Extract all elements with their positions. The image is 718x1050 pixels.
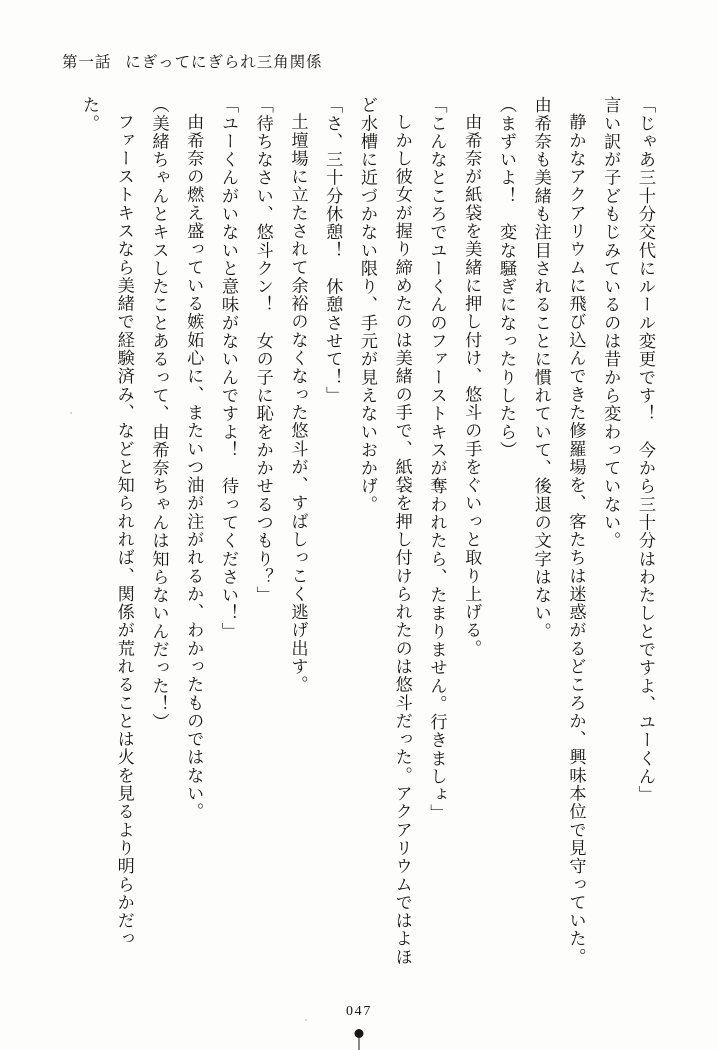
running-head [62,50,322,72]
paragraph: 「じゃあ三十分交代にルール変更です！ 今から三十分はわたしとですよ、ユーくん」 [636,96,655,804]
paragraph: 「さ、三十分休憩！ 休憩させて！」 [323,96,343,405]
paragraph: 土壇場に立たされて余裕のなくなった悠斗が、すばしっこく逃げ出す。 [288,113,308,694]
body-text [62,96,662,976]
paragraph: 言い訳が子どもじみているのは昔から変わっていない。 [601,96,621,550]
paragraph: 「こんなところでユーくんのファーストキスが奪われたら、たまりません。行きましょ」 [427,96,447,822]
page-number: 047 [345,1004,373,1019]
footer-rule [359,1038,360,1050]
paper-speck [70,412,72,414]
paragraph: 「ユーくんがいないと意味がないんですよ！ 待ってください！」 [219,96,238,641]
paper-speck [305,1019,307,1021]
paragraph: （美緒ちゃんとキスしたことあるって、由希奈ちゃんは知らないんだった！） [149,96,169,732]
paragraph: 由希奈の燃え盛っている嫉妬心に、またいつ油が注がれるか、わかったものではない。 [184,113,204,821]
paragraph: 静かなアクアリウムに飛び込んできた修羅場を、客たちは迷惑がるどころか、興味本位で見守っていた。 由希奈も美緒も注目されることに慣れていて、後退の文字はない。 [531,96,586,976]
paragraph: しかし彼女が握り締めたのは美緒の手で、紙袋を押し付けられたのは悠斗だった。アクアリウムではよほど水槽に近づかない限り、手元が見えないおかげ。 [358,96,412,967]
paragraph: ファーストキスなら美緒で経験済み、などと知られれば、関係が荒れることは火を見るより明らかだった。 [80,96,134,948]
chapter-number: 第一話 [62,54,112,71]
paragraph: （まずいよ！ 変な騒ぎになったりしたら） [497,96,516,459]
chapter-title: にぎってにぎられ三角関係 [125,54,323,71]
footer-dot-icon [355,1029,364,1038]
paragraph: 由希奈が紙袋を美緒に押し付け、悠斗の手をぐいっと取り上げる。 [462,113,482,658]
paragraph: 「待ちなさい、悠斗クン！ 女の子に恥をかかせるつもり？」 [253,96,273,605]
